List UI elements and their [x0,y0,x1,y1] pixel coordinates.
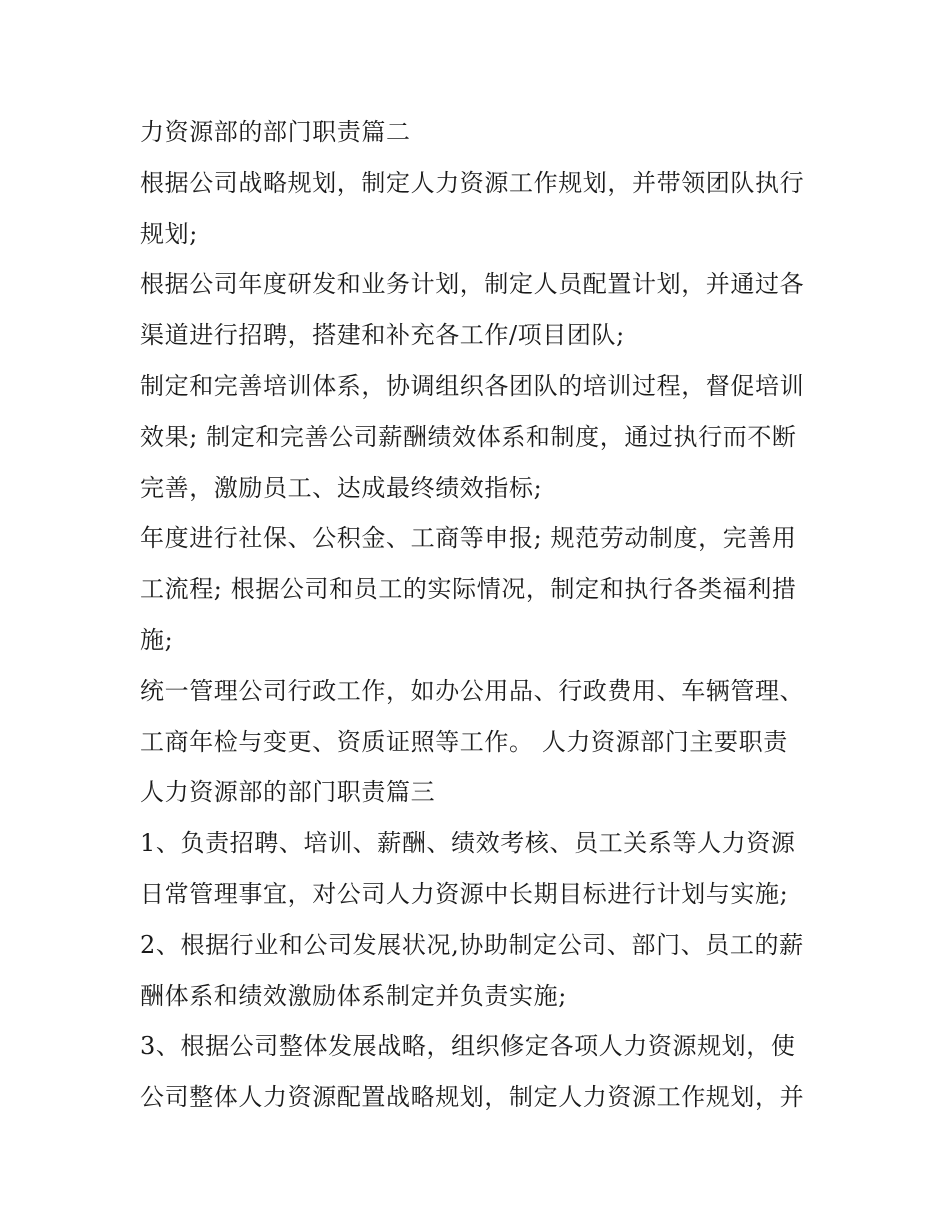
text-line: 年度进行社保、公积金、工商等申报; 规范劳动制度，完善用 [140,524,797,553]
text-line: 规划; [140,219,198,248]
text-line: 制定和完善培训体系，协调组织各团队的培训过程，督促培训 [140,371,805,400]
text-line: 根据公司战略规划，制定人力资源工作规划，并带领团队执行 [140,168,805,197]
text-line: 人力资源部的部门职责篇三 [140,778,436,807]
text-line: 根据公司年度研发和业务计划，制定人员配置计划，并通过各 [140,270,805,299]
text-line: 酬体系和绩效激励体系制定并负责实施; [140,981,567,1010]
text-line: 公司整体人力资源配置战略规划，制定人力资源工作规划，并 [140,1083,805,1112]
text-line: 施; [140,625,174,654]
text-line: 工商年检与变更、资质证照等工作。 人力资源部门主要职责 [140,727,788,756]
text-line: 完善，激励员工、达成最终绩效指标; [140,473,543,502]
text-line: 1、负责招聘、培训、薪酬、绩效考核、员工关系等人力资源 [140,829,796,858]
document-body [140,107,820,1123]
text-line: 效果; 制定和完善公司薪酬绩效体系和制度，通过执行而不断 [140,422,797,451]
text-line: 工流程; 根据公司和员工的实际情况，制定和执行各类福利措 [140,575,797,604]
text-line: 渠道进行招聘，搭建和补充各工作/项目团队; [140,321,625,350]
text-line: 统一管理公司行政工作，如办公用品、行政费用、车辆管理、 [140,676,805,705]
text-line: 力资源部的部门职责篇二 [140,118,411,146]
text-line: 2、根据行业和公司发展状况,协助制定公司、部门、员工的薪 [140,930,804,959]
text-line: 3、根据公司整体发展战略，组织修定各项人力资源规划，使 [140,1032,796,1061]
text-line: 日常管理事宜，对公司人力资源中长期目标进行计划与实施; [140,879,789,908]
